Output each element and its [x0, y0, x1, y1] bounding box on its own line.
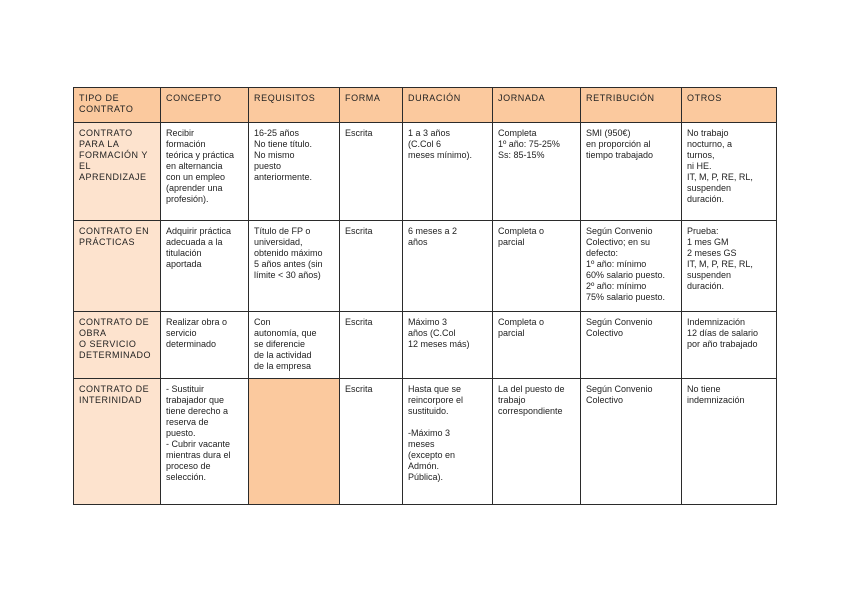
cell-line: DETERMINADO [79, 350, 152, 360]
table-row [74, 379, 777, 505]
cell-line: Escrita [345, 128, 373, 138]
cell-line: No mismo [254, 150, 295, 160]
cell-line: titulación [166, 248, 202, 258]
cell-retribucion [581, 123, 682, 221]
cell-line: - Cubrir vacante [166, 439, 231, 449]
cell-line: PRÁCTICAS [79, 237, 136, 247]
cell-line: Completa [498, 128, 537, 138]
cell-line: No trabajo [687, 128, 729, 138]
cell-line: (C.Col 6 [408, 139, 442, 149]
cell-line: de la empresa [254, 361, 312, 371]
cell-line: CONTRATO DE [79, 384, 150, 394]
cell-otros [682, 312, 777, 379]
cell-line: Según Convenio [586, 317, 653, 327]
cell-line: Indemnización [687, 317, 746, 327]
cell-jornada [493, 379, 581, 505]
cell-line: sustituido. [408, 406, 449, 416]
cell-line: nocturno, a [687, 139, 733, 149]
cell-line: determinado [166, 339, 217, 349]
cell-line: trabajo [498, 395, 526, 405]
cell-line: por año trabajado [687, 339, 758, 349]
cell-tipo [74, 123, 161, 221]
cell-line: DURACIÓN [408, 93, 461, 103]
cell-forma [340, 379, 403, 505]
cell-line: puesto [254, 161, 282, 171]
cell-requisitos [249, 312, 340, 379]
cell-requisitos [249, 123, 340, 221]
cell-line: selección. [166, 472, 207, 482]
cell-line: 5 años antes (sin [254, 259, 323, 269]
cell-line: Admón. [408, 461, 440, 471]
cell-forma [340, 221, 403, 312]
cell-line: La del puesto de [498, 384, 565, 394]
header-jornada [493, 88, 581, 123]
cell-line: 60% salario puesto. [586, 270, 666, 280]
cell-line: IT, M, P, RE, RL, [687, 259, 753, 269]
cell-line: INTERINIDAD [79, 395, 143, 405]
cell-retribucion [581, 379, 682, 505]
cell-line: servicio [166, 328, 197, 338]
cell-otros [682, 379, 777, 505]
cell-jornada [493, 312, 581, 379]
cell-line: Según Convenio [586, 384, 653, 394]
cell-line: Realizar obra o [166, 317, 228, 327]
cell-line: 1 a 3 años [408, 128, 451, 138]
cell-line: suspenden [687, 183, 732, 193]
cell-line: Pública). [408, 472, 444, 482]
cell-line: RETRIBUCIÓN [586, 93, 655, 103]
cell-line: teórica y práctica [166, 150, 235, 160]
cell-line: (excepto en [408, 450, 456, 460]
cell-line: tiempo trabajado [586, 150, 654, 160]
cell-line: trabajador que [166, 395, 225, 405]
cell-requisitos [249, 221, 340, 312]
header-duracion [403, 88, 493, 123]
cell-line: 1º año: mínimo [586, 259, 647, 269]
cell-line: años (C.Col [408, 328, 456, 338]
cell-line: Con [254, 317, 271, 327]
cell-line: ni HE. [687, 161, 712, 171]
cell-line: obtenido máximo [254, 248, 323, 258]
cell-line: Colectivo; en su [586, 237, 651, 247]
cell-tipo [74, 379, 161, 505]
cell-line: en proporción al [586, 139, 651, 149]
cell-retribucion [581, 221, 682, 312]
cell-line: OBRA [79, 328, 107, 338]
header-row [74, 88, 777, 123]
cell-line: suspenden [687, 270, 732, 280]
cell-line: 1 mes GM [687, 237, 729, 247]
cell-line: turnos, [687, 150, 715, 160]
cell-line: mientras dura el [166, 450, 231, 460]
cell-line: parcial [498, 237, 525, 247]
cell-line: Colectivo [586, 395, 624, 405]
cell-line: FORMACIÓN Y [79, 150, 148, 160]
cell-tipo [74, 312, 161, 379]
cell-concepto [161, 312, 249, 379]
cell-line: meses [408, 439, 435, 449]
cell-line: TIPO DE [79, 93, 120, 103]
cell-line: se diferencie [254, 339, 306, 349]
cell-line: indemnización [687, 395, 745, 405]
cell-line: adecuada a la [166, 237, 223, 247]
cell-line: APRENDIZAJE [79, 172, 147, 182]
cell-line: OTROS [687, 93, 723, 103]
cell-line: Adquirir práctica [166, 226, 232, 236]
cell-line: correspondiente [498, 406, 563, 416]
cell-duracion [403, 312, 493, 379]
cell-line: 75% salario puesto. [586, 292, 666, 302]
cell-line: límite < 30 años) [254, 270, 321, 280]
cell-line: aportada [166, 259, 202, 269]
header-requisitos [249, 88, 340, 123]
cell-line: autonomía, que [254, 328, 317, 338]
header-retribucion [581, 88, 682, 123]
cell-line: defecto: [586, 248, 619, 258]
cell-line: Según Convenio [586, 226, 653, 236]
cell-concepto [161, 221, 249, 312]
cell-concepto [161, 379, 249, 505]
cell-line: CONTRATO [79, 128, 133, 138]
cell-line: Hasta que se [408, 384, 462, 394]
cell-line: universidad, [254, 237, 303, 247]
cell-line: meses mínimo). [408, 150, 473, 160]
cell-line: 16-25 años [254, 128, 300, 138]
header-forma [340, 88, 403, 123]
table-row [74, 312, 777, 379]
cell-line: Escrita [345, 384, 373, 394]
cell-line: CONTRATO [79, 104, 134, 114]
contracts-table [73, 87, 777, 505]
header-concepto [161, 88, 249, 123]
cell-line: reincorpore el [408, 395, 464, 405]
cell-duracion [403, 221, 493, 312]
cell-requisitos-empty [249, 379, 340, 505]
cell-line: profesión). [166, 194, 209, 204]
cell-line: Colectivo [586, 328, 624, 338]
cell-forma [340, 123, 403, 221]
table-row [74, 123, 777, 221]
cell-line: 12 días de salario [687, 328, 759, 338]
cell-line: 6 meses a 2 [408, 226, 458, 236]
cell-line: No tiene [687, 384, 721, 394]
cell-concepto [161, 123, 249, 221]
cell-line: parcial [498, 328, 525, 338]
cell-line: JORNADA [498, 93, 546, 103]
table-row [74, 221, 777, 312]
cell-line: formación [166, 139, 206, 149]
cell-line: Máximo 3 [408, 317, 448, 327]
cell-line: con un empleo [166, 172, 226, 182]
cell-line: CONCEPTO [166, 93, 222, 103]
cell-line: duración. [687, 281, 725, 291]
cell-line: REQUISITOS [254, 93, 316, 103]
cell-forma [340, 312, 403, 379]
cell-jornada [493, 123, 581, 221]
cell-retribucion [581, 312, 682, 379]
cell-line [408, 417, 488, 428]
cell-line: FORMA [345, 93, 381, 103]
cell-line: Ss: 85-15% [498, 150, 545, 160]
cell-line: 2º año: mínimo [586, 281, 647, 291]
cell-line: proceso de [166, 461, 211, 471]
cell-otros [682, 221, 777, 312]
cell-line: No tiene título. [254, 139, 313, 149]
cell-line: CONTRATO EN [79, 226, 150, 236]
cell-line: (aprender una [166, 183, 223, 193]
cell-line: Completa o [498, 317, 545, 327]
cell-line: anteriormente. [254, 172, 313, 182]
cell-line: 12 meses más) [408, 339, 470, 349]
cell-line: tiene derecho a [166, 406, 229, 416]
cell-line: EL [79, 161, 92, 171]
cell-line: Escrita [345, 317, 373, 327]
cell-line: IT, M, P, RE, RL, [687, 172, 753, 182]
cell-tipo [74, 221, 161, 312]
cell-line: SMI (950€) [586, 128, 631, 138]
cell-line: 1º año: 75-25% [498, 139, 560, 149]
cell-duracion [403, 379, 493, 505]
cell-line: Escrita [345, 226, 373, 236]
cell-jornada [493, 221, 581, 312]
cell-line: reserva de [166, 417, 209, 427]
cell-line: en alternancia [166, 161, 223, 171]
cell-line: PARA LA [79, 139, 120, 149]
cell-line: años [408, 237, 428, 247]
header-otros [682, 88, 777, 123]
cell-line: Completa o [498, 226, 545, 236]
cell-line: -Máximo 3 [408, 428, 451, 438]
cell-otros [682, 123, 777, 221]
cell-line: duración. [687, 194, 725, 204]
cell-line: puesto. [166, 428, 196, 438]
cell-line: 2 meses GS [687, 248, 737, 258]
header-tipo [74, 88, 161, 123]
cell-line: - Sustituir [166, 384, 205, 394]
cell-line: Título de FP o [254, 226, 311, 236]
cell-line: O SERVICIO [79, 339, 137, 349]
cell-line: Prueba: [687, 226, 719, 236]
cell-line: Recibir [166, 128, 195, 138]
cell-line: CONTRATO DE [79, 317, 150, 327]
cell-duracion [403, 123, 493, 221]
cell-line: de la actividad [254, 350, 312, 360]
